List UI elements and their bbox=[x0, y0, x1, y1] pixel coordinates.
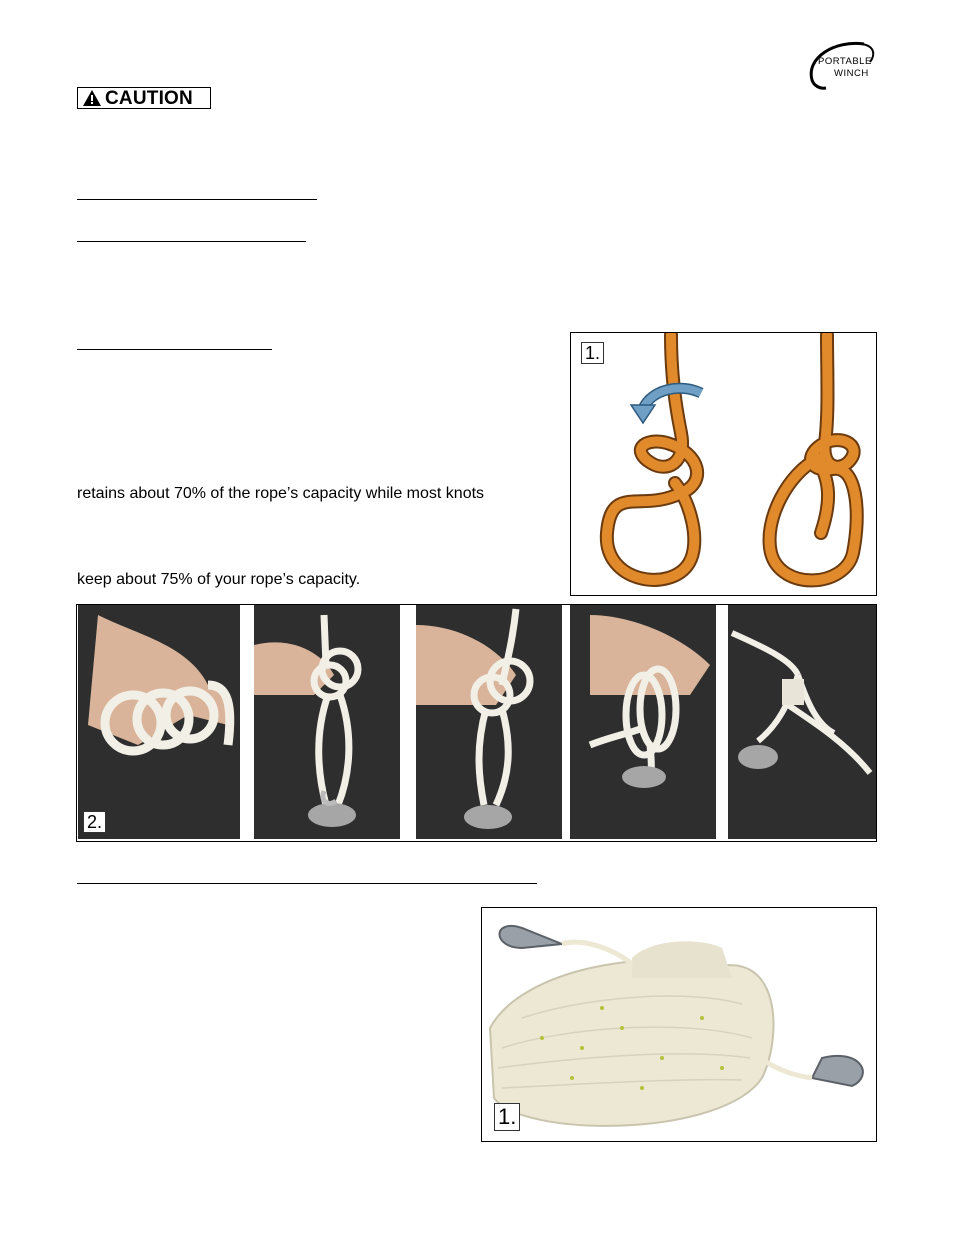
logo-text-portable: PORTABLE bbox=[818, 56, 872, 67]
knot-step-photo-3 bbox=[416, 605, 562, 839]
warning-triangle-icon bbox=[82, 89, 102, 107]
heading-rule-3 bbox=[77, 349, 272, 350]
body-text-line-2: keep about 75% of your rope’s capacity. bbox=[77, 571, 361, 588]
caution-label bbox=[77, 87, 211, 109]
knot-step-photo-2 bbox=[254, 605, 400, 839]
rope-coil-figure bbox=[481, 907, 877, 1142]
heading-rule-4 bbox=[77, 883, 537, 884]
logo-text-winch: WINCH bbox=[834, 68, 869, 79]
rope-coil-thimble-icon bbox=[482, 908, 876, 1141]
caution-word: CAUTION bbox=[105, 87, 193, 109]
portable-winch-logo bbox=[804, 40, 880, 90]
rope-knot-photo-icon bbox=[254, 605, 400, 839]
rope-knot-photo-icon bbox=[570, 605, 716, 839]
knot-steps-photo-strip bbox=[76, 604, 877, 842]
rope-knot-photo-icon bbox=[416, 605, 562, 839]
rope-coil-photo-icon bbox=[78, 605, 240, 839]
knot-step-photo-4 bbox=[570, 605, 716, 839]
figure-2-label: 2. bbox=[83, 811, 106, 833]
knot-illustration-figure bbox=[570, 332, 877, 596]
knot-illustration-icon bbox=[571, 333, 876, 595]
rope-knot-photo-icon bbox=[728, 605, 876, 839]
knot-step-photo-1 bbox=[78, 605, 240, 839]
knot-step-photo-5 bbox=[728, 605, 876, 839]
figure-3-label: 1. bbox=[494, 1103, 520, 1131]
body-text-line-1: retains about 70% of the rope’s capacity while most knots bbox=[77, 485, 485, 502]
heading-rule-1 bbox=[77, 199, 317, 200]
heading-rule-2 bbox=[77, 241, 306, 242]
figure-1-label: 1. bbox=[581, 342, 604, 364]
